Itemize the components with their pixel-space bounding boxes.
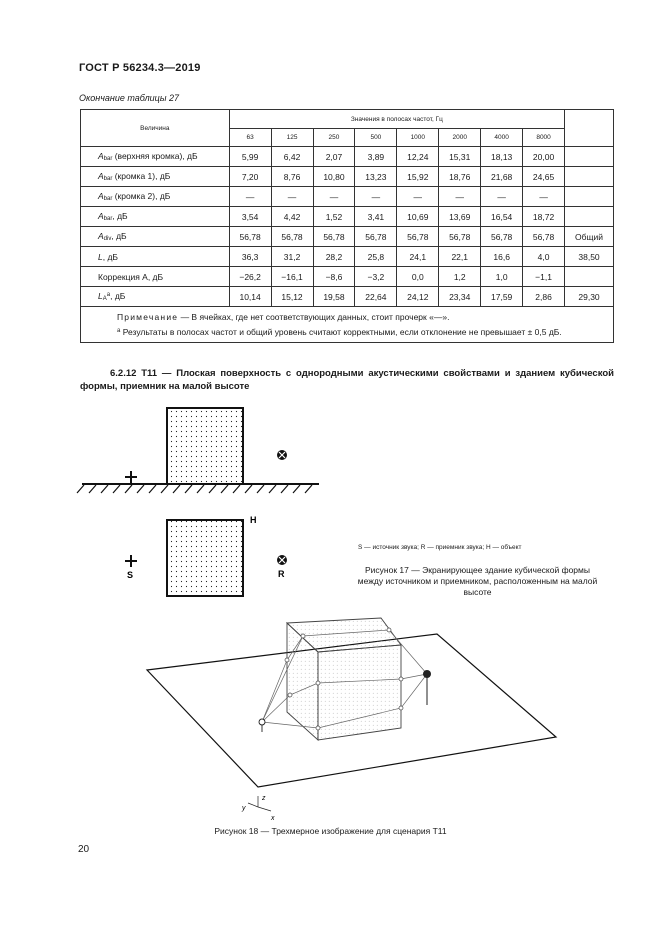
table-cell: 36,3: [229, 247, 271, 267]
figure17-legend: S — источник звука; R — приемник звука; H — объект: [358, 544, 522, 551]
table-cell: −16,1: [271, 267, 313, 287]
table-row: [81, 287, 614, 307]
table-cell: 20,00: [523, 147, 565, 167]
table-cell: —: [313, 187, 355, 207]
table-cell: —: [229, 187, 271, 207]
table-cell: 6,42: [271, 147, 313, 167]
building-side: [167, 408, 243, 484]
row-label-symbol: A: [98, 151, 104, 161]
table-row: [81, 227, 614, 247]
axis-y-label: y: [242, 805, 246, 812]
row-label-symbol: L: [98, 251, 103, 262]
table-cell: 24,12: [397, 287, 439, 307]
section-title: 6.2.12 Т11 — Плоская поверхность с однородными акустическими свойствами и зданием кубической формы, приемник на малой высоте: [80, 368, 614, 392]
cube-front: [318, 645, 401, 740]
table-cell: 31,2: [271, 247, 313, 267]
freq-header-cell: 63: [229, 129, 271, 147]
total-cell: [565, 187, 614, 207]
table-cell: 1,52: [313, 207, 355, 227]
table-cell: 15,31: [439, 147, 481, 167]
row-label-superscript: a: [106, 292, 111, 298]
table-row: [81, 207, 614, 227]
row-label-text: , дБ: [110, 291, 126, 301]
table-cell: 2,07: [313, 147, 355, 167]
freq-header-cell: 4000: [481, 129, 523, 147]
table-cell: —: [523, 187, 565, 207]
table-cell: −26,2: [229, 267, 271, 287]
note-label: Примечание: [117, 312, 179, 322]
source-cross-icon: [125, 471, 137, 483]
table-cell: 17,59: [481, 287, 523, 307]
row-label-symbol: A: [98, 231, 104, 241]
table-cell: 56,78: [355, 227, 397, 247]
row-label: [81, 207, 230, 227]
table-cell: —: [481, 187, 523, 207]
row-label: [81, 147, 230, 167]
label-h: H: [250, 515, 257, 525]
table-cell: 4,42: [271, 207, 313, 227]
table-cell: 56,78: [481, 227, 523, 247]
table-cell: 56,78: [439, 227, 481, 247]
row-label: [81, 227, 230, 247]
table-cell: 19,58: [313, 287, 355, 307]
receiver-icon-top: [277, 555, 287, 565]
row-label-subscript: bar: [103, 216, 113, 222]
table-cell: 24,1: [397, 247, 439, 267]
table-cell: 16,54: [481, 207, 523, 227]
col-header-total: [565, 110, 614, 147]
row-label-subscript: A: [102, 296, 107, 302]
table-cell: 4,0: [523, 247, 565, 267]
figure18-caption: Рисунок 18 — Трехмерное изображение для сценария Т11: [214, 826, 447, 836]
ray-paths: [262, 630, 427, 728]
figure17-caption: Рисунок 17 — Экранирующее здание кубической формы между источником и приемником, расположенным на малой высоте: [357, 565, 598, 597]
table-note: [81, 307, 614, 343]
cube-left: [287, 623, 318, 740]
table-caption: Окончание таблицы 27: [79, 93, 179, 103]
table-row: [81, 147, 614, 167]
freq-header-cell: 125: [271, 129, 313, 147]
axis-x-label: x: [271, 815, 275, 822]
table-cell: 18,13: [481, 147, 523, 167]
table-cell: 56,78: [523, 227, 565, 247]
table-row: [81, 267, 614, 287]
freq-header-cell: 500: [355, 129, 397, 147]
row-label-text: , дБ: [102, 251, 118, 262]
table-cell: 24,65: [523, 167, 565, 187]
note-text: — В ячейках, где нет соответствующих данных, стоит прочерк «—».: [178, 312, 450, 322]
table-cell: 12,24: [397, 147, 439, 167]
row-label-symbol: A: [98, 171, 104, 181]
table-cell: 0,0: [397, 267, 439, 287]
table-cell: 5,99: [229, 147, 271, 167]
document-header: ГОСТ Р 56234.3—2019: [79, 62, 201, 74]
top-view: [125, 515, 287, 596]
freq-header-cell: 250: [313, 129, 355, 147]
axis-z-label: z: [262, 795, 266, 802]
col-header-quantity: Величина: [81, 110, 230, 147]
footnote-text: Результаты в полосах частот и общий уровень считают корректными, если отклонение не превышает ± 0,5 дБ.: [120, 327, 562, 337]
row-label: [81, 247, 230, 267]
table-cell: 3,54: [229, 207, 271, 227]
side-view: [77, 408, 319, 493]
table-cell: 7,20: [229, 167, 271, 187]
total-cell: Общий: [565, 227, 614, 247]
table-27: [80, 109, 614, 343]
row-label-subscript: bar: [103, 176, 113, 182]
table-cell: 10,80: [313, 167, 355, 187]
table-body: [81, 147, 614, 307]
table-cell: 25,8: [355, 247, 397, 267]
building-top: [167, 520, 243, 596]
table-cell: 8,76: [271, 167, 313, 187]
total-cell: 38,50: [565, 247, 614, 267]
receiver-icon: [277, 450, 287, 460]
table-cell: −1,1: [523, 267, 565, 287]
table-cell: 3,89: [355, 147, 397, 167]
freq-header-cell: 8000: [523, 129, 565, 147]
freq-header-cell: 2000: [439, 129, 481, 147]
receiver-3d-icon: [423, 670, 431, 705]
diffraction-points: [285, 628, 403, 730]
total-cell: [565, 267, 614, 287]
row-label-subscript: bar: [103, 156, 113, 162]
table-cell: —: [397, 187, 439, 207]
table-row: [81, 167, 614, 187]
total-cell: 29,30: [565, 287, 614, 307]
table-cell: 1,0: [481, 267, 523, 287]
table-cell: 56,78: [313, 227, 355, 247]
table-cell: 23,34: [439, 287, 481, 307]
freq-header-cell: 1000: [397, 129, 439, 147]
table-row: [81, 187, 614, 207]
table-cell: 15,92: [397, 167, 439, 187]
table-cell: 13,69: [439, 207, 481, 227]
row-label-text: (верхняя кромка), дБ: [112, 151, 198, 161]
table-cell: 10,14: [229, 287, 271, 307]
row-label-symbol: L: [98, 291, 103, 301]
table-cell: 28,2: [313, 247, 355, 267]
row-label: [81, 187, 230, 207]
table-cell: —: [439, 187, 481, 207]
cube-top: [287, 618, 401, 652]
row-label-text: , дБ: [112, 211, 128, 221]
row-label: [81, 167, 230, 187]
ground-plane: [147, 634, 556, 787]
figure18-drawing: [147, 618, 556, 822]
table-cell: 3,41: [355, 207, 397, 227]
table-cell: 22,1: [439, 247, 481, 267]
table-cell: −3,2: [355, 267, 397, 287]
table-cell: 18,76: [439, 167, 481, 187]
table-cell: 22,64: [355, 287, 397, 307]
label-r: R: [278, 569, 285, 579]
total-cell: [565, 147, 614, 167]
table-cell: 15,12: [271, 287, 313, 307]
table-cell: —: [355, 187, 397, 207]
table-cell: 21,68: [481, 167, 523, 187]
table-cell: —: [271, 187, 313, 207]
table-cell: 10,69: [397, 207, 439, 227]
row-label: [81, 287, 230, 307]
table-cell: 16,6: [481, 247, 523, 267]
table-cell: 2,86: [523, 287, 565, 307]
col-header-bands: Значения в полосах частот, Гц: [229, 110, 564, 129]
row-label-text: (кромка 1), дБ: [112, 171, 171, 181]
table-row: [81, 247, 614, 267]
total-cell: [565, 207, 614, 227]
row-label-symbol: Коррекция А, дБ: [98, 271, 164, 282]
row-label-symbol: A: [98, 191, 104, 201]
row-label: [81, 267, 230, 287]
table-cell: 13,23: [355, 167, 397, 187]
total-cell: [565, 167, 614, 187]
table-cell: −8,6: [313, 267, 355, 287]
footnote-mark: а: [117, 328, 121, 334]
row-label-subscript: div: [103, 236, 112, 242]
row-label-text: , дБ: [111, 231, 127, 241]
table-cell: 18,72: [523, 207, 565, 227]
label-s: S: [127, 570, 134, 580]
page-number: 20: [78, 844, 90, 855]
row-label-text: (кромка 2), дБ: [112, 191, 171, 201]
table-cell: 1,2: [439, 267, 481, 287]
source-3d-icon: [259, 719, 265, 732]
table-cell: 56,78: [397, 227, 439, 247]
axes-icon: [248, 796, 271, 811]
table-cell: 56,78: [271, 227, 313, 247]
ground-hatch: [77, 485, 312, 493]
table-cell: 56,78: [229, 227, 271, 247]
row-label-subscript: bar: [103, 196, 113, 202]
source-cross-icon-top: [125, 555, 137, 567]
row-label-symbol: A: [98, 211, 104, 221]
